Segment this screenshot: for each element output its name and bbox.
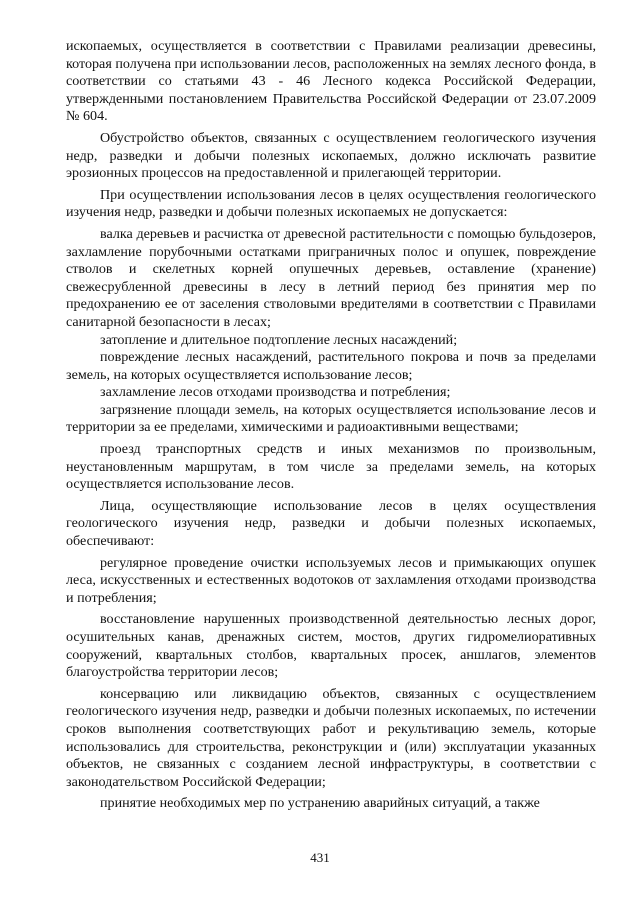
paragraph-5: затопление и длительное подтопление лесных насаждений; <box>100 331 458 348</box>
page-number: 431 <box>310 850 330 865</box>
paragraph-1: ископаемых, осуществляется в соответствии с Правилами реализации древесины, которая получена при использовании лесов, расположенных на землях лесного фонда, в соответствии со статьями 43 - 46 Лесного кодекса Российской Федерации, утвержденными постановлением Правительства Российской Федерации от 23.07.2009 № 604. <box>66 38 596 125</box>
paragraph-10: Лица, осуществляющие использование лесов в целях осуществления геологического изучения недр, разведки и добычи полезных ископаемых, обеспечивают: <box>66 497 596 550</box>
paragraph-13: консервацию или ликвидацию объектов, связанных с осуществлением геологического изучения недр, разведки и добычи полезных ископаемых, по истечении сроков выполнения соответствующих работ и рекультивацию земель, которые использовались для строительства, реконструкции и (или) эксплуатации указанных объектов, не связанных с созданием лесной инфраструктуры, в соответствии с законодательством Российской Федерации; <box>66 685 596 790</box>
paragraph-11: регулярное проведение очистки используемых лесов и примыкающих опушек леса, искусственных и естественных водотоков от захламления отходами производства и потребления; <box>66 554 596 606</box>
document-body <box>66 38 596 813</box>
paragraph-14: принятие необходимых мер по устранению аварийных ситуаций, а также <box>100 795 540 812</box>
paragraph-2: Обустройство объектов, связанных с осуществлением геологического изучения недр, разведки и добычи полезных ископаемых, должно исключать развитие эрозионных процессов на предоставленной и прилегающей территории. <box>66 129 596 182</box>
paragraph-7: захламление лесов отходами производства и потребления; <box>100 384 451 401</box>
paragraph-8: загрязнение площади земель, на которых осуществляется использование лесов и территории за ее пределами, химическими и радиоактивными веществами; <box>66 401 596 436</box>
paragraph-6: повреждение лесных насаждений, растительного покрова и почв за пределами земель, на которых осуществляется использование лесов; <box>66 349 596 383</box>
paragraph-4: валка деревьев и расчистка от древесной растительности с помощью бульдозеров, захламление порубочными остатками приграничных полос и опушек, повреждение стволов и скелетных корней опушечных деревьев, оставление (хранение) свежесрубленной древесины в лесу в летний период без принятия мер по предохранению ее от заселения стволовыми вредителями в соответствии с Правилами санитарной безопасности в лесах; <box>66 225 596 330</box>
paragraph-3: При осуществлении использования лесов в целях осуществления геологического изучения недр, разведки и добычи полезных ископаемых не допускается: <box>66 186 596 221</box>
paragraph-9: проезд транспортных средств и иных механизмов по произвольным, неустановленным маршрутам, в том числе за пределами земель, на которых осуществляется использование лесов. <box>66 441 596 493</box>
paragraph-12: восстановление нарушенных производственной деятельностью лесных дорог, осушительных канав, дренажных систем, мостов, других гидромелиоративных сооружений, квартальных столбов, квартальных просек, аншлагов, элементов благоустройства территории лесов; <box>66 611 596 681</box>
